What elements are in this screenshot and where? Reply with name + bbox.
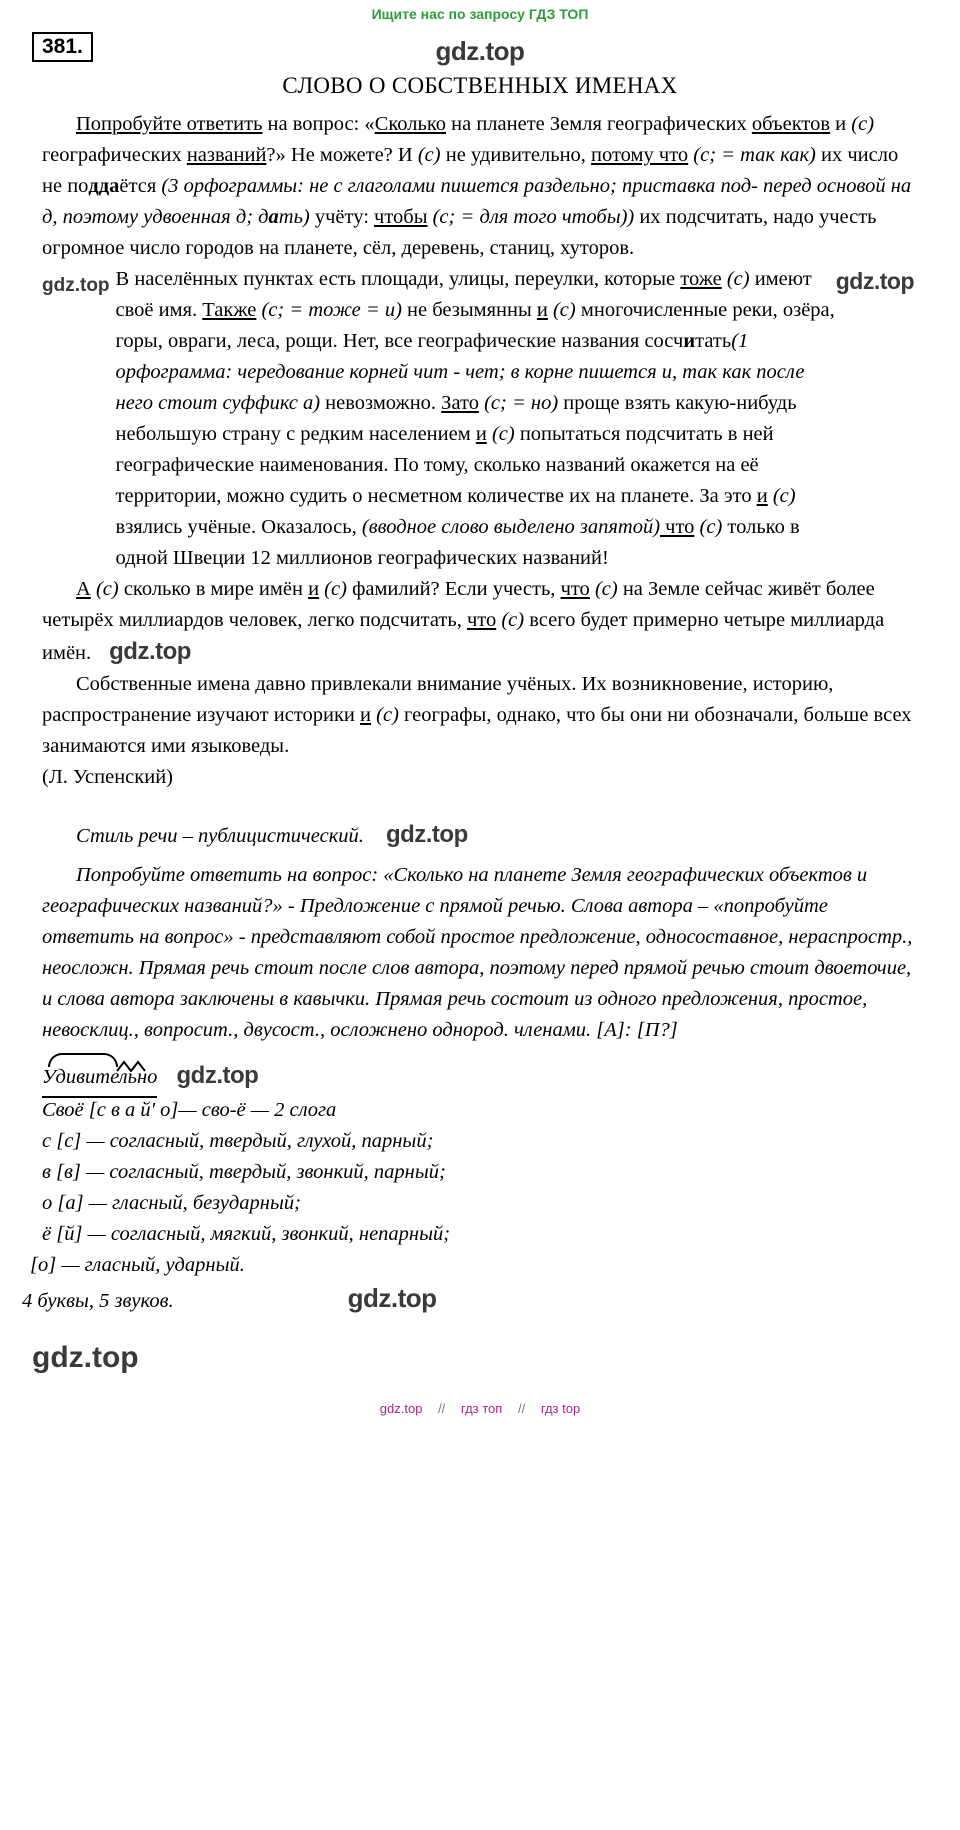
p1-seg-w: (с; = для того чтобы)) [427,206,635,228]
p2-seg-z: что [660,516,695,538]
phonetic-line-3: о [а] — гласный, безударный; [42,1192,301,1214]
p1-seg-f: и [830,113,852,135]
p2-seg-v: и [756,485,768,507]
p2-seg-t: (с) [486,423,515,445]
p1-seg-c: Сколько [374,113,447,135]
footer-separator-1: // [438,1401,446,1416]
p3-seg-g: что [560,578,590,600]
footer-link-2[interactable]: гдз топ [460,1401,503,1416]
paragraph-2 [116,264,836,574]
p2-seg-m: ть [712,330,732,352]
p1-seg-o: их число не по [42,144,899,197]
root-arc-icon [48,1053,118,1067]
p3-seg-a: А [76,578,91,600]
p1-seg-q: ётся [119,175,162,197]
p3-seg-l: всего будет примерно четыре миллиарда имён. [42,609,885,664]
p2-seg-ab: только в одной Швеции 12 миллионов географических названий! [115,516,800,569]
suffix-hat-icon [116,1051,146,1063]
count-row [18,1283,942,1317]
watermark-top: gdz.top [435,36,525,66]
exercise-number: 381. [32,32,93,62]
p4-seg-c: (с) [371,704,399,726]
p2-seg-i: (с) [547,299,576,321]
page-title: СЛОВО О СОБСТВЕННЫХ ИМЕНАХ [282,73,678,98]
paragraph-1 [42,109,914,264]
p1-seg-e: объектов [751,113,831,135]
p2-seg-f: (с; = тоже = и) [256,299,402,321]
paragraph-3 [42,574,914,669]
phonetic-line-4: ё [й] — согласный, мягкий, звонкий, непарный; [42,1223,451,1245]
footer-links [18,1375,942,1426]
stem-underline [42,1096,157,1098]
p2-seg-k: и [683,330,696,352]
p1-seg-s: а [268,206,279,228]
p4-seg-b: и [360,704,372,726]
article-body [18,109,942,793]
p2-seg-g: не безымянны [401,299,537,321]
p2-seg-p: Зато [441,392,479,414]
p2-seg-o: невозможно. [320,392,442,414]
p1-seg-m: потому что [591,144,689,166]
watermark-left-1: gdz.top [42,275,110,296]
p1-seg-h: географических [42,144,187,166]
analysis-style-line [42,819,914,852]
p2-seg-l: та [695,330,713,352]
letters-sounds-count: 4 буквы, 5 звуков. [22,1290,174,1312]
analysis-paragraph: Попробуйте ответить на вопрос: «Сколько на планете Земля географических объектов и географических названий?» - Предложение с прямой речью. Слова автора – «попробуйте ответить на вопрос» - представляют собой простое предложение, односоставное, нераспростр., неосложн. Прямая речь стоит после слов автора, поэтому перед прямой речью стоит двоеточие, и слова автора заключены в кавычки. Прямая речь состоит из одного предложения, простое, невосклиц., вопросит., двусост., осложнено однород. членами. [А]: [П?] [42,864,913,1041]
p4-seg-a: Собственные имена давно привлекали внимание учёных. Их возникновение, историю, распространение изучают историки [42,673,834,726]
p2-seg-x: взялись учёные. Оказалось, [115,516,362,538]
p4-seg-d: географы, однако, что бы они ни обозначали, больше всех занимаются ими языковеды. [42,704,912,757]
p2-seg-b: тоже [680,268,722,290]
suffix-hat-svg [116,1060,146,1072]
p1-seg-a: Попробуйте ответить [76,113,263,135]
p2-seg-y: (вводное слово выделено запятой) [361,516,661,538]
p3-seg-k: (с) [496,609,525,631]
paragraph-5-source: (Л. Успенский) [42,766,173,788]
p2-seg-e: Также [202,299,257,321]
p2-seg-w: (с) [767,485,796,507]
phonetic-header: Своё [с в а й' о]— сво-ё — 2 слога [42,1099,337,1121]
p3-seg-f: фамилий? Если учесть, [346,578,561,600]
p3-seg-j: что [466,609,497,631]
p2-seg-a: В населённых пунктах есть площади, улицы, переулки, которые [115,268,681,290]
paragraph-2-row [42,264,836,574]
p2-seg-aa: (с) [694,516,723,538]
p3-seg-i: на Земле сейчас живёт более четырёх миллиардов человек, легко подсчитать, [42,578,875,631]
p3-seg-d: и [308,578,320,600]
watermark-bottom: gdz.top [32,1341,139,1374]
watermark-inline-3: gdz.top [385,821,468,848]
p1-seg-x: их подсчитать, надо учесть огромное число городов на планете, сёл, деревень, станиц, хуторов. [42,206,877,259]
p1-seg-i: названий [186,144,267,166]
top-banner: Ищите нас по запросу ГДЗ ТОП [371,6,589,22]
p1-seg-g: (с) [851,113,875,135]
paragraph-4 [42,669,914,762]
p1-seg-b: на вопрос: « [262,113,375,135]
p3-seg-e: (с) [319,578,347,600]
p3-seg-h: (с) [589,578,618,600]
p1-seg-j: ?» Не можете? И [266,144,418,166]
p2-seg-c: (с) [721,268,750,290]
p1-seg-r: (3 орфограммы: не с глаголами пишется раздельно; приставка под- перед основой на д, поэтому удвоенная д; д [42,175,912,228]
analysis-section [18,819,942,1281]
footer-link-1[interactable]: gdz.top [379,1401,423,1416]
p2-seg-j: многочисленные реки, озёра, горы, овраги, леса, рощи. Нет, все географические названия сосч [115,299,835,352]
footer-link-3[interactable]: гдз top [540,1401,581,1416]
phonetic-line-1: с [с] — согласный, твердый, глухой, парный; [42,1130,434,1152]
watermark-right-1: gdz.top [835,268,914,294]
p1-seg-d: на планете Земля географических [446,113,752,135]
p2-seg-n: (1 орфограмма: чередование корней чит - чет; в корне пишется и, так как после него стоит суффикс а) [115,330,805,414]
p2-seg-u: попытаться подсчитать в ней географические наименования. По тому, сколько названий окажется на её территории, можно судить о несметном количестве их на планете. За это [115,423,774,507]
p1-seg-u: учёту: [309,206,375,228]
p2-seg-r: проще взять какую-нибудь небольшую страну с редким населением [115,392,797,445]
p3-seg-c: сколько в мире имён [118,578,309,600]
p1-seg-t: ть) [278,206,310,228]
morphemic-word-text: Удивительно [42,1066,158,1088]
p2-seg-h: и [536,299,548,321]
analysis-style-text: Стиль речи – публицистический. [76,825,364,847]
p2-seg-d: имеют своё имя. [115,268,812,321]
p1-seg-l: не удивительно, [440,144,592,166]
phonetic-line-5: [о] — гласный, ударный. [30,1254,245,1276]
watermark-inline-5: gdz.top [347,1283,437,1313]
p2-seg-s: и [475,423,487,445]
footer-separator-2: // [517,1401,526,1416]
morphemic-analysis-row [42,1060,914,1095]
p1-seg-n: (с; = так как) [688,144,816,166]
p1-seg-p: дда [88,175,120,197]
watermark-inline-2: gdz.top [109,638,191,665]
p1-seg-k: (с) [417,144,441,166]
watermark-inline-4: gdz.top [176,1062,259,1089]
p1-seg-v: чтобы [374,206,428,228]
p3-seg-b: (с) [90,578,119,600]
morphemic-word [42,1062,157,1095]
phonetic-analysis [30,1095,914,1281]
phonetic-line-2: в [в] — согласный, твердый, звонкий, парный; [42,1161,446,1183]
p2-seg-q: (с; = но) [478,392,559,414]
